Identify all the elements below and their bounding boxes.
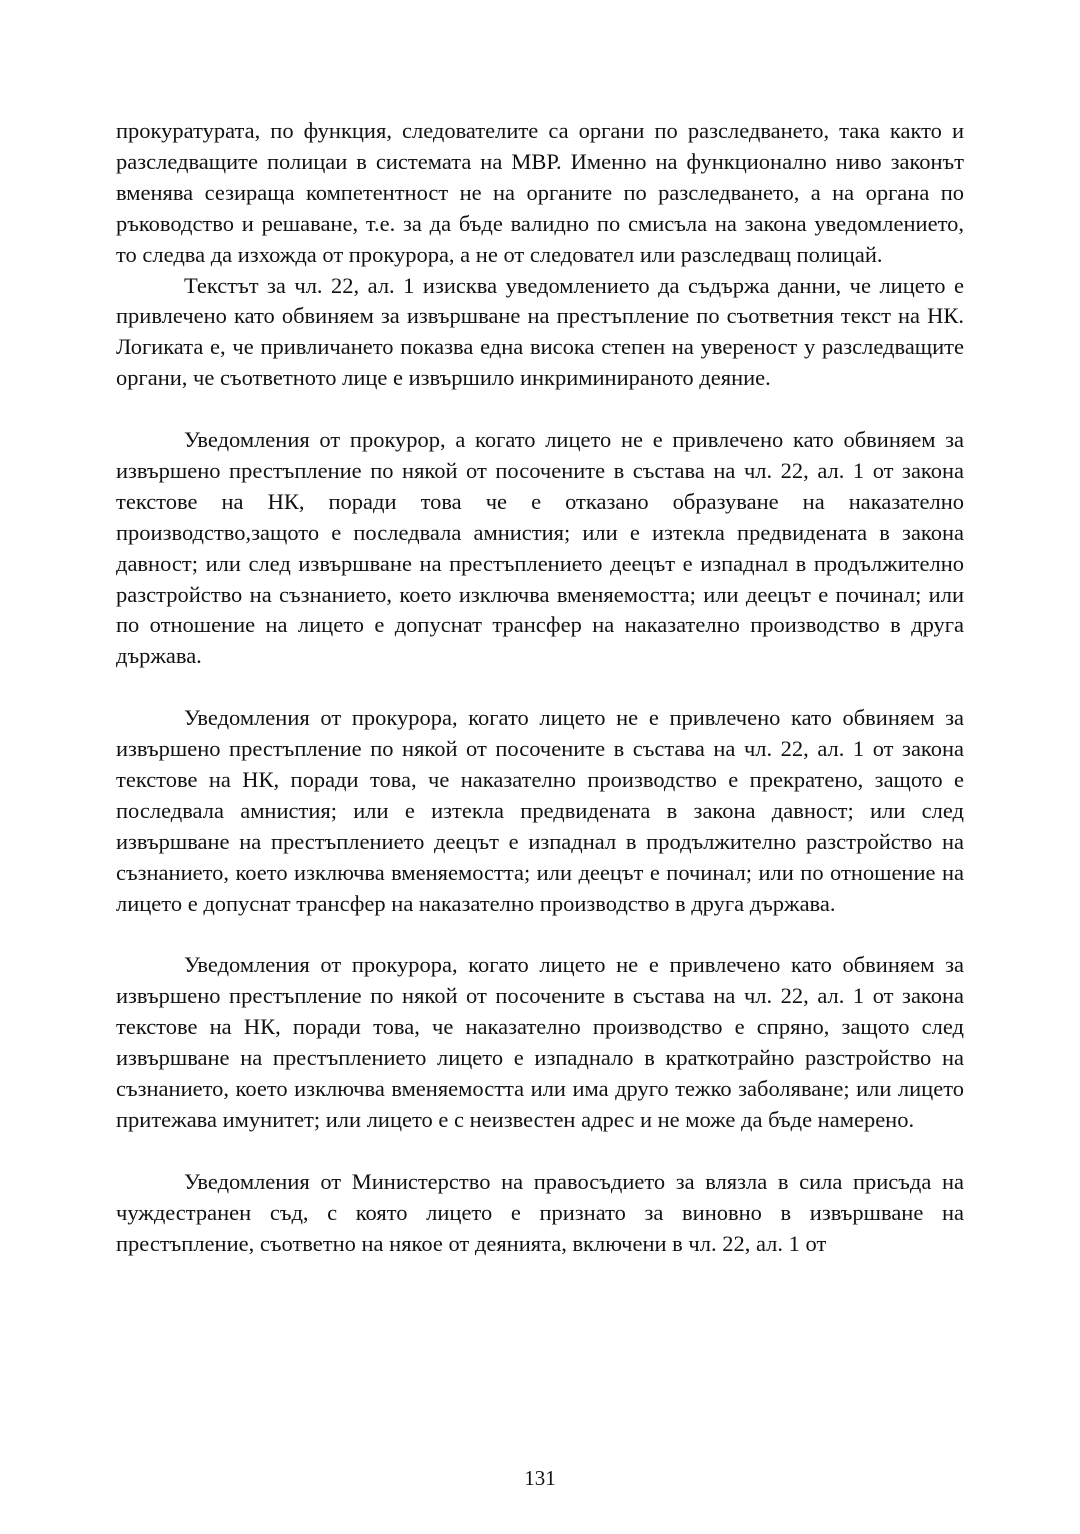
paragraph-5: Уведомления от прокурора, когато лицето не е привлечено като обвиняем за извършено престъпление по някой от посочените в състава на чл. 22, ал. 1 от закона текстове на НК, поради това, че наказателно производство е спряно, защото след извършване на престъплението лицето е изпаднало в краткотрайно разстройство на съзнанието, което изключва вменяемостта или има друго тежко заболяване; или лицето притежава имунитет; или лицето е с неизвестен адрес и не може да бъде намерено. [116,952,964,1132]
paragraph-6: Уведомления от Министерство на правосъдието за влязла в сила присъда на чуждестранен съд, с която лицето е признато за виновно в извършване на престъпление, съответно на някое от деянията, включени в чл. 22, ал. 1 от [116,1168,964,1256]
paragraph-3: Уведомления от прокурор, а когато лицето не е привлечено като обвиняем за извършено престъпление по някой от посочените в състава на чл. 22, ал. 1 от закона текстове на НК, поради това че е отказано образуване на наказателно производство,защото е последвала амнистия; или е изтекла предвидената в закона давност; или след извършване на престъплението деецът е изпаднал в продължително разстройство на съзнанието, което изключва вменяемостта; или деецът е починал; или по отношение на лицето е допуснат трансфер на наказателно производство в друга държава. [116,427,964,669]
paragraph-2: Текстът за чл. 22, ал. 1 изисква уведомлението да съдържа данни, че лицето е привлечено като обвиняем за извършване на престъпление по съответния текст на НК. Логиката е, че привличането показва една висока степен на увереност у разследващите органи, че съответното лице е извършило инкриминираното деяние. [116,272,964,391]
page-number: 131 [524,1466,556,1490]
document-page [116,116,964,1476]
paragraph-1: прокуратурата, по функция, следователите са органи по разследването, така както и разследващите полицаи в системата на МВР. Именно на функционално ниво законът вменява сезираща компетентност не на органите по разследването, а на органа по ръководство и решаване, т.е. за да бъде валидно по смисъла на закона уведомлението, то следва да изхожда от прокурора, а не от следовател или разследващ полицай. [116,118,964,267]
paragraph-4: Уведомления от прокурора, когато лицето не е привлечено като обвиняем за извършено престъпление по някой от посочените в състава на чл. 22, ал. 1 от закона текстове на НК, поради това, че наказателно производство е прекратено, защото е последвала амнистия; или е изтекла предвидената в закона давност; или след извършване на престъплението деецът е изпаднал в продължително разстройство на съзнанието, което изключва вменяемостта; или деецът е починал; или по отношение на лицето е допуснат трансфер на наказателно производство в друга държава. [116,705,964,916]
